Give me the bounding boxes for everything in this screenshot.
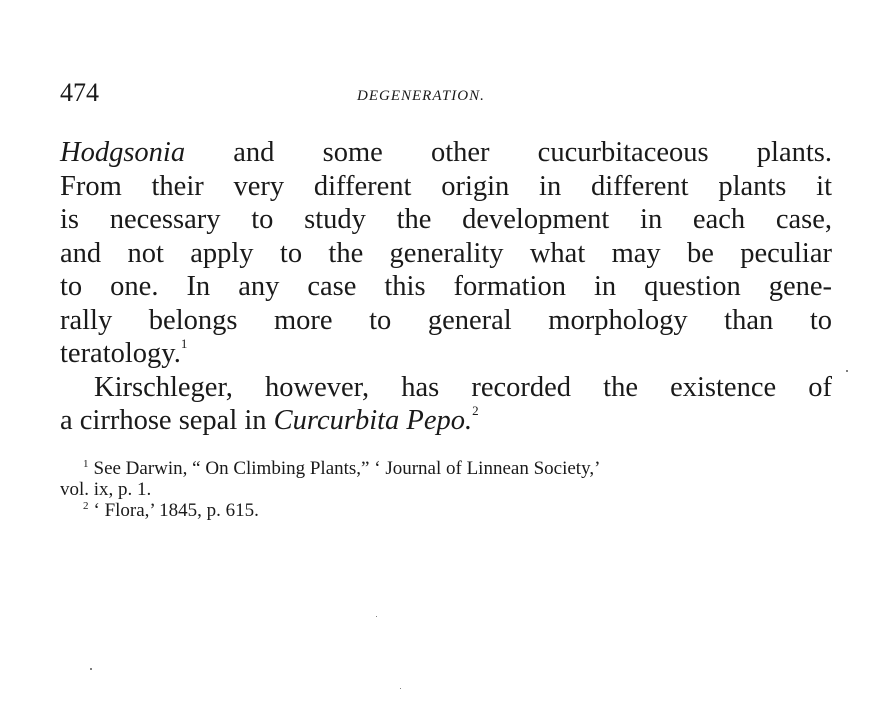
scan-speck (90, 668, 92, 670)
footnote-ref-1: 1 (180, 336, 188, 351)
paragraph-1-line-2: From their very different origin in different plants it (60, 170, 832, 202)
scan-speck (376, 616, 377, 617)
paragraph-2-line-1: Kirschleger, however, has recorded the existence of (94, 371, 832, 403)
running-head: DEGENERATION. (357, 88, 485, 104)
footnote-1: $^1$ See Darwin, “ On Climbing Plants,” ‘ Journal of Linnean Society,’ (83, 458, 601, 479)
footnote-ref-2: 2 (472, 403, 479, 418)
paragraph-1-line-7: teratology.$^1$ (60, 336, 188, 369)
paragraph-1-line-6: rally belongs more to general morphology than to (60, 304, 832, 336)
paragraph-1-line-1: Hodgsonia and some other cucurbitaceous plants. (60, 137, 832, 168)
scan-speck (400, 688, 401, 689)
footnote-2-mark: 2 (83, 500, 89, 512)
paragraph-1-line-5: to one. In any case this formation in question gene- (60, 271, 832, 302)
scan-speck (846, 370, 848, 372)
paragraph-2-line-2: a cirrhose sepal in Curcurbita Pepo.$^2$ (60, 403, 479, 436)
footnote-1-continued: vol. ix, p. 1. (60, 479, 152, 500)
page-number: 474 (60, 78, 99, 107)
italic-species-name: Curcurbita Pepo. (273, 405, 473, 436)
footnote-2: $^2$ ‘ Flora,’ 1845, p. 615. (83, 500, 259, 521)
body-text (60, 136, 832, 438)
paragraph-1-line-4: and not apply to the generality what may be peculiar (60, 237, 832, 269)
footnote-1-mark: 1 (83, 458, 89, 470)
footnotes (60, 458, 832, 521)
italic-genus-hodgsonia: Hodgsonia (60, 137, 186, 168)
paragraph-1-line-3: is necessary to study the development in each case, (60, 204, 832, 235)
page-header (60, 78, 832, 110)
